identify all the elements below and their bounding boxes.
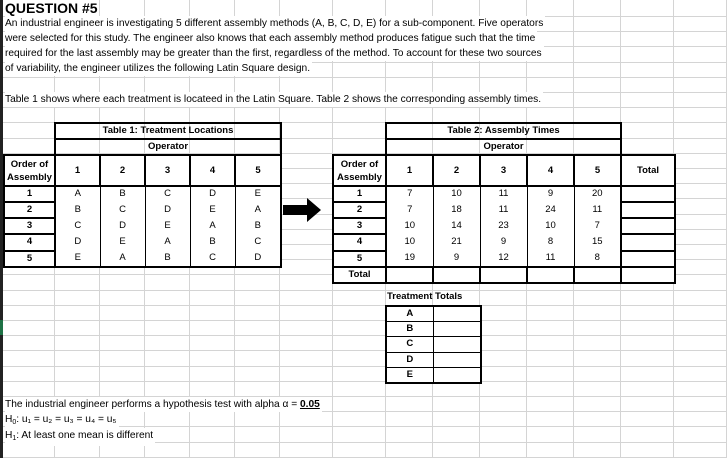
table2-title: Table 2: Assembly Times: [386, 123, 621, 139]
col-total-cell[interactable]: [433, 267, 480, 283]
table-row: [333, 186, 675, 202]
table2-order-cell: 2: [333, 202, 386, 218]
table2-cell[interactable]: 7: [574, 218, 621, 234]
table2-cell[interactable]: 8: [527, 234, 574, 250]
paragraph-line: required for the last assembly may be greater than the first, regardless of the method. To account for these two sources: [5, 48, 542, 59]
table1-cell[interactable]: D: [100, 218, 145, 234]
selected-row-marker: [0, 320, 3, 335]
treatment-total-row: [386, 367, 481, 383]
table1-cell[interactable]: C: [235, 234, 281, 250]
table1-cell[interactable]: B: [235, 218, 281, 234]
assembly-times-table: [332, 122, 676, 284]
row-total-cell[interactable]: [621, 234, 675, 250]
alpha-value: 0.05: [299, 399, 320, 410]
row-gridline: [0, 350, 727, 351]
treatment-total-cell[interactable]: [433, 367, 481, 383]
table1-cell[interactable]: E: [145, 218, 190, 234]
treatment-total-row: [386, 306, 481, 322]
table1-order-cell: 2: [4, 202, 55, 218]
null-hypothesis: $H_0$: u₁ = u₂ = u₃ = u₄ = u₅: [5, 412, 119, 430]
table2-cell[interactable]: 15: [574, 234, 621, 250]
table2-cell[interactable]: 23: [480, 218, 527, 234]
treatment-label: E: [386, 367, 433, 383]
treatment-total-cell[interactable]: [433, 322, 481, 337]
row-gridline: [0, 107, 727, 108]
paragraph-line: of variability, the engineer utilizes the following Latin Square design.: [5, 63, 311, 74]
table2-cell[interactable]: 9: [480, 234, 527, 250]
table1-order-cell: 3: [4, 218, 55, 234]
table1-cell[interactable]: E: [55, 251, 100, 267]
table1-order-cell: 4: [4, 234, 55, 250]
table2-cell[interactable]: 11: [574, 202, 621, 218]
treatment-locations-table: [3, 122, 282, 268]
table-row: [333, 234, 675, 250]
row-gridline: [0, 77, 727, 78]
treatment-total-cell[interactable]: [433, 306, 481, 322]
table1-cell[interactable]: A: [190, 218, 235, 234]
table2-total-header: Total: [621, 155, 675, 185]
table2-cell[interactable]: 11: [527, 251, 574, 267]
row-gridline: [0, 335, 727, 336]
table1-cell[interactable]: A: [55, 186, 100, 202]
table1-cell[interactable]: D: [55, 234, 100, 250]
table-row: [4, 202, 281, 218]
table1-cell[interactable]: B: [55, 202, 100, 218]
table-row: [4, 234, 281, 250]
table1-cell[interactable]: C: [145, 186, 190, 202]
table2-col-header: 1: [386, 155, 433, 185]
alternative-hypothesis: $H_1$: At least one mean is different: [5, 428, 155, 446]
grand-total-cell[interactable]: [621, 267, 675, 283]
table1-col-header: 2: [100, 155, 145, 185]
table1-cell[interactable]: A: [235, 202, 281, 218]
table1-order-header: Order of Assembly: [4, 155, 55, 185]
table1-operator-header: Operator: [55, 139, 281, 155]
row-gridline: [0, 366, 727, 367]
table-row: [333, 218, 675, 234]
question-title: QUESTION #5: [5, 0, 98, 16]
table1-cell[interactable]: C: [190, 251, 235, 267]
row-gridline: [0, 290, 727, 291]
table1-cell[interactable]: E: [190, 202, 235, 218]
table2-cell[interactable]: 10: [386, 234, 433, 250]
table2-col-header: 3: [480, 155, 527, 185]
table2-cell[interactable]: 9: [433, 251, 480, 267]
treatment-label: B: [386, 322, 433, 337]
table2-order-cell: 3: [333, 218, 386, 234]
table1-title: Table 1: Treatment Locations: [55, 123, 281, 139]
table1-order-cell: 5: [4, 251, 55, 267]
table1-cell[interactable]: E: [100, 234, 145, 250]
row-total-cell[interactable]: [621, 251, 675, 267]
table2-cell[interactable]: 18: [433, 202, 480, 218]
table1-cell[interactable]: D: [190, 186, 235, 202]
table2-cell[interactable]: 14: [433, 218, 480, 234]
table1-col-header: 3: [145, 155, 190, 185]
table2-cell[interactable]: 10: [527, 218, 574, 234]
table2-cell[interactable]: 9: [527, 186, 574, 202]
table2-cell[interactable]: 12: [480, 251, 527, 267]
table-row: [333, 251, 675, 267]
table2-order-header: Order of Assembly: [333, 155, 386, 185]
right-arrow-icon: [283, 198, 321, 222]
table2-total-row-label: Total: [333, 267, 386, 283]
table2-cell[interactable]: 21: [433, 234, 480, 250]
table2-cell[interactable]: 7: [386, 186, 433, 202]
paragraph-line: were selected for this study. The engineer also knows that each assembly method produces fatigue such that the time: [5, 33, 536, 44]
treatment-total-cell[interactable]: [433, 337, 481, 352]
table1-cell[interactable]: C: [55, 218, 100, 234]
table-row: [4, 218, 281, 234]
table2-col-header: 5: [574, 155, 621, 185]
col-total-cell[interactable]: [527, 267, 574, 283]
table2-cell[interactable]: 11: [480, 202, 527, 218]
table2-order-cell: 4: [333, 234, 386, 250]
table2-order-cell: 1: [333, 186, 386, 202]
row-gridline: [0, 305, 727, 306]
table2-cell[interactable]: 11: [480, 186, 527, 202]
table1-cell[interactable]: D: [235, 251, 281, 267]
table2-cell[interactable]: 10: [433, 186, 480, 202]
treatment-total-cell[interactable]: [433, 352, 481, 367]
treatment-label: D: [386, 352, 433, 367]
col-total-cell[interactable]: [386, 267, 433, 283]
table-row: [333, 202, 675, 218]
table1-col-header: 5: [235, 155, 281, 185]
col-total-cell[interactable]: [480, 267, 527, 283]
table2-col-header: 2: [433, 155, 480, 185]
row-total-cell[interactable]: [621, 186, 675, 202]
col-total-cell[interactable]: [574, 267, 621, 283]
table1-cell[interactable]: B: [100, 186, 145, 202]
table2-cell[interactable]: 10: [386, 218, 433, 234]
treatment-totals-table: [385, 305, 482, 384]
row-total-cell[interactable]: [621, 202, 675, 218]
treatment-label: A: [386, 306, 433, 322]
table2-col-header: 4: [527, 155, 574, 185]
table2-cell[interactable]: 24: [527, 202, 574, 218]
table-row: [4, 186, 281, 202]
table1-cell[interactable]: D: [145, 202, 190, 218]
table1-cell[interactable]: B: [145, 251, 190, 267]
table1-cell[interactable]: B: [190, 234, 235, 250]
table1-cell[interactable]: A: [100, 251, 145, 267]
table1-order-cell: 1: [4, 186, 55, 202]
row-gridline: [0, 381, 727, 382]
treatment-total-row: [386, 352, 481, 367]
table2-order-cell: 5: [333, 251, 386, 267]
table2-cell[interactable]: 7: [386, 202, 433, 218]
table2-cell[interactable]: 8: [574, 251, 621, 267]
treatment-totals-title: Treatment Totals: [387, 291, 463, 302]
treatment-total-row: [386, 337, 481, 352]
table2-operator-header: Operator: [386, 139, 621, 155]
table1-cell[interactable]: E: [235, 186, 281, 202]
hypothesis-intro: The industrial engineer performs a hypothesis test with alpha α = 0.05: [5, 399, 320, 410]
table1-col-header: 4: [190, 155, 235, 185]
table1-col-header: 1: [55, 155, 100, 185]
table2-cell[interactable]: 19: [386, 251, 433, 267]
paragraph-line: An industrial engineer is investigating 5 different assembly methods (A, B, C, D, E) for a sub-component. Five operators: [5, 18, 544, 29]
row-total-cell[interactable]: [621, 218, 675, 234]
table2-cell[interactable]: 20: [574, 186, 621, 202]
row-gridline: [0, 320, 727, 321]
table-row: [4, 251, 281, 267]
table1-cell[interactable]: A: [145, 234, 190, 250]
treatment-label: C: [386, 337, 433, 352]
tables-intro: Table 1 shows where each treatment is locateed in the Latin Square. Table 2 shows the corresponding assembly times.: [5, 94, 542, 105]
treatment-total-row: [386, 322, 481, 337]
table1-cell[interactable]: C: [100, 202, 145, 218]
